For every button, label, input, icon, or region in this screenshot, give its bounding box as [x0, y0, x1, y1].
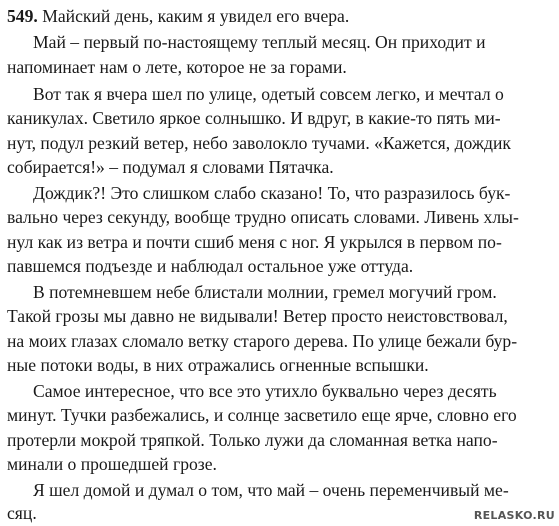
text-line: вально через секунду, вообще трудно описать словами. Ливень хлы- [7, 207, 519, 227]
text-line: на моих глазах сломало ветку старого дерева. По улице бежали бур- [7, 331, 518, 351]
text-line: собирается!» – подумал я словами Пятачка. [7, 157, 334, 177]
text-line: нул как из ветра и почти сшиб меня с ног. Я укрылся в первом по- [7, 232, 502, 252]
text-line: нут, подул резкий ветер, небо заволокло тучами. «Кажется, дождик [7, 133, 511, 153]
text-line: минут. Тучки разбежались, и солнце засветило еще ярче, словно его [7, 405, 517, 425]
watermark: RELASKO.RU [473, 509, 555, 522]
text-line: В потемневшем небе блистали молнии, гремел могучий гром. [33, 282, 497, 302]
text-line: напоминает нам о лете, которое не за горами. [7, 57, 347, 77]
text-line: Вот так я вчера шел по улице, одетый совсем легко, и мечтал о [33, 84, 504, 104]
text-line: Я шел домой и думал о том, что май – очень переменчивый ме- [33, 480, 509, 500]
text-line: сяц. [7, 503, 37, 523]
exercise-heading [7, 6, 349, 26]
exercise-title: Майский день, каким я увидел его вчера. [42, 6, 350, 26]
text-line: павшемся подъезде и наблюдал остальное уже оттуда. [7, 256, 414, 276]
exercise-number: 549. [7, 6, 38, 26]
text-line: каникулах. Светило яркое солнышко. И вдруг, в какие-то пять ми- [7, 108, 501, 128]
text-line: Дождик?! Это слишком слабо сказано! То, что разразилось бук- [33, 183, 511, 203]
text-line: ные потоки воды, в них отражались огненные вспышки. [7, 355, 429, 375]
text-line: Самое интересное, что все это утихло буквально через десять [33, 381, 497, 401]
text-line: Такой грозы мы давно не видывали! Ветер просто неистовствовал, [7, 306, 508, 326]
text-line: минали о прошедшей грозе. [7, 454, 217, 474]
text-line: протерли мокрой тряпкой. Только лужи да сломанная ветка напо- [7, 430, 498, 450]
text-line: Май – первый по-настоящему теплый месяц. Он приходит и [33, 32, 486, 52]
